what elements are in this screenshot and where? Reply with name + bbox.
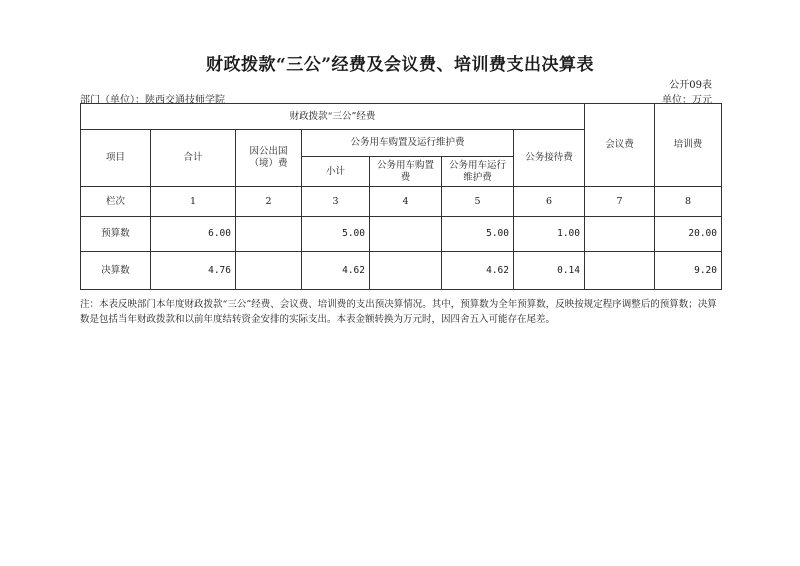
column-number: 1 xyxy=(151,187,236,217)
column-number: 5 xyxy=(442,187,514,217)
header-meeting: 会议费 xyxy=(585,104,655,187)
cell-training: 20.00 xyxy=(655,217,722,252)
cell-training: 9.20 xyxy=(655,252,722,290)
cell-vehicle-subtotal: 4.62 xyxy=(302,252,370,290)
expenditure-table xyxy=(80,103,722,290)
group-header-cell: 财政拨款“三公”经费 xyxy=(81,104,585,130)
cell-meeting xyxy=(585,252,655,290)
cell-vehicle-subtotal: 5.00 xyxy=(302,217,370,252)
column-number: 3 xyxy=(302,187,370,217)
cell-total: 6.00 xyxy=(151,217,236,252)
department-label: 部门（单位）：陕西交通技师学院 xyxy=(80,95,225,106)
header-total: 合计 xyxy=(151,130,236,187)
column-number: 7 xyxy=(585,187,655,217)
column-number-label: 栏次 xyxy=(81,187,151,217)
column-number: 8 xyxy=(655,187,722,217)
row-label: 预算数 xyxy=(81,217,151,252)
header-vehicle-group: 公务用车购置及运行维护费 xyxy=(302,130,514,157)
header-abroad: 因公出国（境）费 xyxy=(236,130,302,187)
table-row-budget xyxy=(81,217,722,252)
header-vehicle-maintenance: 公务用车运行维护费 xyxy=(442,157,514,187)
cell-vehicle-purchase xyxy=(370,252,442,290)
header-reception: 公务接待费 xyxy=(514,130,585,187)
header-vehicle-subtotal: 小计 xyxy=(302,157,370,187)
cell-vehicle-maintenance: 4.62 xyxy=(442,252,514,290)
cell-vehicle-maintenance: 5.00 xyxy=(442,217,514,252)
column-number: 2 xyxy=(236,187,302,217)
cell-vehicle-purchase xyxy=(370,217,442,252)
unit-label: 单位：万元 xyxy=(662,95,712,106)
header-training: 培训费 xyxy=(655,104,722,187)
header-vehicle-purchase: 公务用车购置费 xyxy=(370,157,442,187)
table-row-final xyxy=(81,252,722,290)
footnote: 注：本表反映部门本年度财政拨款“三公”经费、会议费、培训费的支出预决算情况。其中，预算数为全年预算数，反映按规定程序调整后的预算数；决算数是包括当年财政拨款和以前年度结转资金安排的实际支出。本表金额转换为万元时，因四舍五入可能存在尾差。 xyxy=(80,299,717,325)
cell-total: 4.76 xyxy=(151,252,236,290)
form-code: 公开09表 xyxy=(669,80,712,91)
cell-meeting xyxy=(585,217,655,252)
cell-abroad xyxy=(236,252,302,290)
page-title: 财政拨款“三公”经费及会议费、培训费支出决算表 xyxy=(205,55,595,75)
header-item: 项目 xyxy=(81,130,151,187)
header-row-group xyxy=(81,104,722,130)
column-number: 6 xyxy=(514,187,585,217)
cell-reception: 0.14 xyxy=(514,252,585,290)
cell-abroad xyxy=(236,217,302,252)
column-number: 4 xyxy=(370,187,442,217)
cell-reception: 1.00 xyxy=(514,217,585,252)
row-label: 决算数 xyxy=(81,252,151,290)
column-number-row xyxy=(81,187,722,217)
